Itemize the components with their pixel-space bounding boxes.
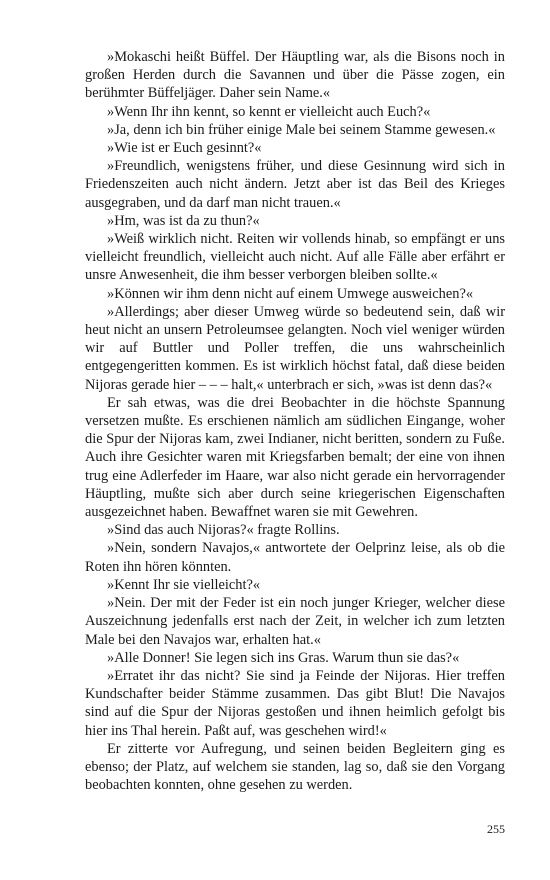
paragraph: »Erratet ihr das nicht? Sie sind ja Feinde der Nijoras. Hier treffen Kundschafter beider Stämme zusammen. Das gibt Blut! Die Navajos sind auf die Spur der Nijoras gestoßen und ihnen heimlich gefolgt bis hier ins Thal herein. Paßt auf, was geschehen wird!« bbox=[85, 667, 505, 739]
paragraph: »Mokaschi heißt Büffel. Der Häuptling war, als die Bisons noch in großen Herden durch die Savannen und über die Pässe zogen, ein berühmter Büffeljäger. Daher sein Name.« bbox=[85, 49, 505, 102]
paragraph: »Wie ist er Euch gesinnt?« bbox=[107, 140, 262, 157]
paragraph: »Sind das auch Nijoras?« fragte Rollins. bbox=[107, 522, 340, 539]
paragraph: »Weiß wirklich nicht. Reiten wir vollends hinab, so empfängt er uns vielleicht freundlich, vielleicht auch nicht. Auf alle Fälle aber erfährt er unsre Anwesenheit, die ihm besser verborgen bleiben sollte.« bbox=[85, 231, 505, 284]
paragraph: »Können wir ihm denn nicht auf einem Umwege ausweichen?« bbox=[107, 285, 474, 302]
paragraph: »Freundlich, wenigstens früher, und diese Gesinnung wird sich in Friedenszeiten auch nicht ändern. Jetzt aber ist das Beil des Krieges ausgegraben, und da darf man nicht trauen.« bbox=[85, 158, 505, 211]
page-body bbox=[85, 48, 505, 794]
paragraph: »Kennt Ihr sie vielleicht?« bbox=[107, 576, 261, 593]
paragraph: Er zitterte vor Aufregung, und seinen beiden Begleitern ging es ebenso; der Platz, auf welchem sie standen, lag so, daß sie den Vorgang beobachten konnten, ohne gesehen zu werden. bbox=[85, 740, 505, 794]
paragraph: »Wenn Ihr ihn kennt, so kennt er vielleicht auch Euch?« bbox=[107, 103, 431, 120]
paragraph: »Alle Donner! Sie legen sich ins Gras. Warum thun sie das?« bbox=[107, 649, 460, 666]
paragraph: »Allerdings; aber dieser Umweg würde so bedeutend sein, daß wir heut nicht an unsern Petroleumsee gelangten. Noch viel weniger würden wir auf Buttler und Poller treffen, die uns wahrscheinlich entgegengeritten kommen. Es ist wirklich höchst fatal, daß diese beiden Nijoras gerade hier – – – halt,« unterbrach er sich, »was ist denn das?« bbox=[85, 303, 505, 393]
paragraph: »Nein, sondern Navajos,« antwortete der Oelprinz leise, als ob die Roten ihn hören könnten. bbox=[85, 540, 505, 575]
page-number: 255 bbox=[487, 822, 505, 836]
paragraph: »Ja, denn ich bin früher einige Male bei seinem Stamme gewesen.« bbox=[107, 121, 496, 138]
paragraph: »Nein. Der mit der Feder ist ein noch junger Krieger, welcher diese Auszeichnung jedenfalls erst nach der Zeit, in welcher ich zum letzten Male bei den Navajos war, erhalten hat.« bbox=[85, 595, 505, 648]
paragraph: »Hm, was ist da zu thun?« bbox=[107, 212, 260, 229]
paragraph: Er sah etwas, was die drei Beobachter in die höchste Spannung versetzen mußte. Es erschienen nämlich am südlichen Eingange, woher die Spur der Nijoras kam, zwei Indianer, nicht beritten, sondern zu Fuße. Auch ihre Gesichter waren mit Kriegsfarben bemalt; der eine von ihnen trug eine Adlerfeder im Haare, war also nicht gerade ein hervorragender Häuptling, mußte sich aber durch seine kriegerischen Eigenschaften ausgezeichnet haben. Bewaffnet waren sie mit Gewehren. bbox=[85, 394, 505, 521]
